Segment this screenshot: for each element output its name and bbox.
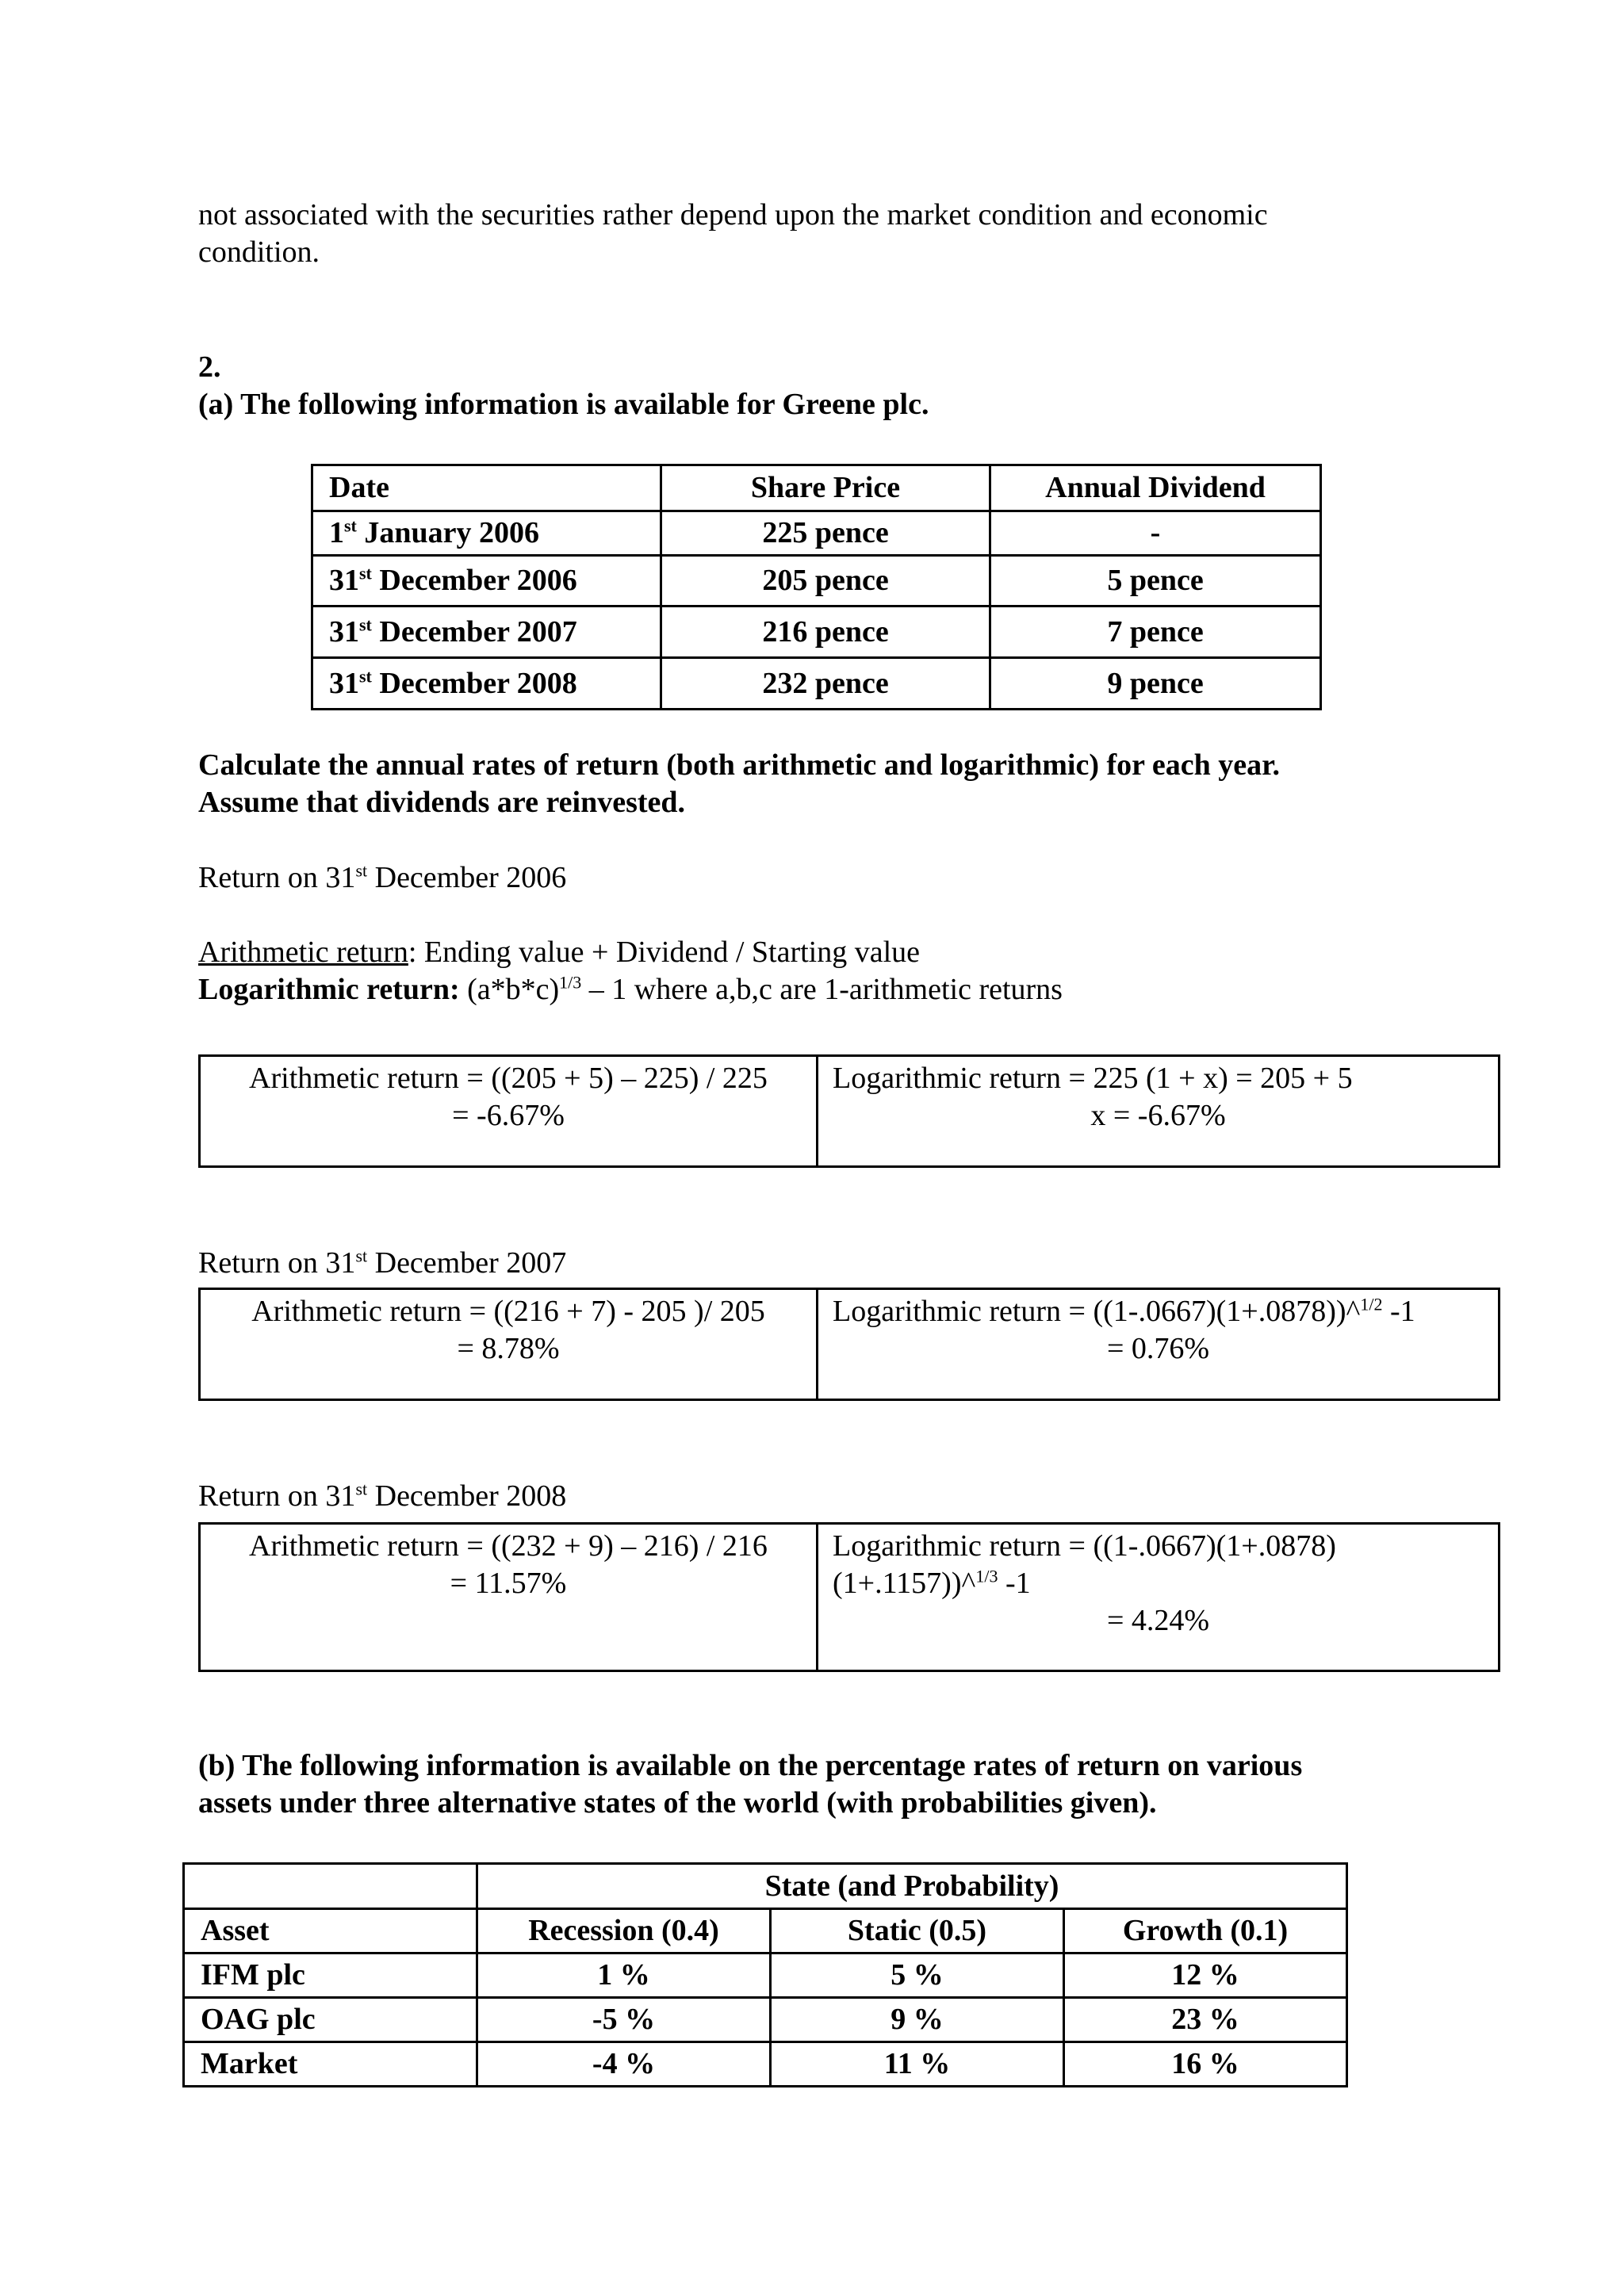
arithmetic-calc: Arithmetic return = ((216 + 7) - 205 )/ 205 = 8.78% — [201, 1290, 818, 1399]
state-table-row — [184, 1954, 1347, 1998]
part-b-heading — [198, 1747, 1586, 1822]
definitions — [198, 934, 1546, 1008]
part-b-line-2: assets under three alternative states of the world (with probabilities given). — [198, 1786, 1157, 1820]
logarithmic-calc: Logarithmic return = 225 (1 + x) = 205 + 5 x = -6.67% — [833, 1062, 1353, 1132]
row-dividend: 9 pence — [990, 658, 1321, 710]
share-table-header-row — [312, 465, 1321, 511]
state-group-header: State (and Probability) — [477, 1864, 1347, 1909]
row-dividend: 5 pence — [990, 556, 1321, 607]
header-recession: Recession (0.4) — [477, 1909, 771, 1954]
recession-value: -4 % — [477, 2042, 771, 2087]
state-table-row — [184, 2042, 1347, 2087]
header-share-price: Share Price — [661, 465, 990, 511]
calc-box-2006 — [198, 1054, 1500, 1168]
arithmetic-calc: Arithmetic return = ((205 + 5) – 225) / 225 = -6.67% — [201, 1057, 818, 1165]
header-growth: Growth (0.1) — [1064, 1909, 1347, 1954]
state-table-row — [184, 1998, 1347, 2042]
row-date: 31st December 2008 — [312, 658, 661, 710]
share-table-row — [312, 607, 1321, 658]
state-returns-table — [182, 1862, 1348, 2087]
static-value: 9 % — [771, 1998, 1064, 2042]
growth-value: 23 % — [1064, 1998, 1347, 2042]
row-price: 232 pence — [661, 658, 990, 710]
growth-value: 12 % — [1064, 1954, 1347, 1998]
intro-line-1: not associated with the securities rather depend upon the market condition and economic — [198, 198, 1268, 232]
state-group-header-row — [184, 1864, 1347, 1909]
state-header-row — [184, 1909, 1347, 1954]
row-price: 205 pence — [661, 556, 990, 607]
recession-value: 1 % — [477, 1954, 771, 1998]
intro-paragraph — [198, 197, 1467, 271]
header-asset: Asset — [184, 1909, 477, 1954]
return-2007-title: Return on 31st December 2007 — [198, 1246, 567, 1280]
row-price: 216 pence — [661, 607, 990, 658]
calc-box-2007 — [198, 1288, 1500, 1401]
row-date: 1st January 2006 — [312, 511, 661, 556]
static-value: 5 % — [771, 1954, 1064, 1998]
row-date: 31st December 2006 — [312, 556, 661, 607]
share-table-row — [312, 658, 1321, 710]
question-number: 2. — [198, 350, 221, 384]
arithmetic-calc: Arithmetic return = ((232 + 9) – 216) / 216 = 11.57% — [201, 1525, 818, 1670]
asset-name: IFM plc — [184, 1954, 477, 1998]
logarithmic-calc: Logarithmic return = ((1-.0667)(1+.0878) (1+.1157))^$^{1/3}$ -1 = 4.24% — [833, 1529, 1336, 1637]
instructions-line-2: Assume that dividends are reinvested. — [198, 786, 686, 819]
arithmetic-label: Arithmetic return — [198, 936, 408, 969]
logarithmic-calc: Logarithmic return = ((1-.0667)(1+.0878))^$^{1/2}$ -1 = 0.76% — [833, 1294, 1415, 1365]
part-a-heading: (a) The following information is available for Greene plc. — [198, 388, 929, 421]
instructions-line-1: Calculate the annual rates of return (both arithmetic and logarithmic) for each year. — [198, 748, 1280, 782]
part-b-line-1: (b) The following information is available on the percentage rates of return on various — [198, 1749, 1303, 1782]
header-static: Static (0.5) — [771, 1909, 1064, 1954]
intro-line-2: condition. — [198, 235, 320, 269]
share-table-row — [312, 511, 1321, 556]
return-2008-title: Return on 31st December 2008 — [198, 1479, 567, 1513]
share-table-row — [312, 556, 1321, 607]
row-dividend: 7 pence — [990, 607, 1321, 658]
row-date: 31st December 2007 — [312, 607, 661, 658]
static-value: 11 % — [771, 2042, 1064, 2087]
header-date: Date — [312, 465, 661, 511]
arithmetic-definition: Arithmetic return: Ending value + Dividend / Starting value — [198, 936, 921, 969]
empty-corner-cell — [184, 1864, 477, 1909]
asset-name: Market — [184, 2042, 477, 2087]
row-price: 225 pence — [661, 511, 990, 556]
instructions — [198, 747, 1546, 821]
asset-name: OAG plc — [184, 1998, 477, 2042]
recession-value: -5 % — [477, 1998, 771, 2042]
share-price-table — [311, 464, 1322, 710]
return-2006-title: Return on 31st December 2006 — [198, 860, 567, 894]
logarithmic-definition: Logarithmic return: $(a*b*c)^{1/3} - 1$ where a,b,c are 1-arithmetic returns — [198, 972, 1063, 1006]
calc-box-2008 — [198, 1522, 1500, 1672]
header-annual-dividend: Annual Dividend — [990, 465, 1321, 511]
row-dividend: - — [990, 511, 1321, 556]
growth-value: 16 % — [1064, 2042, 1347, 2087]
logarithmic-label: Logarithmic return: — [198, 973, 460, 1006]
